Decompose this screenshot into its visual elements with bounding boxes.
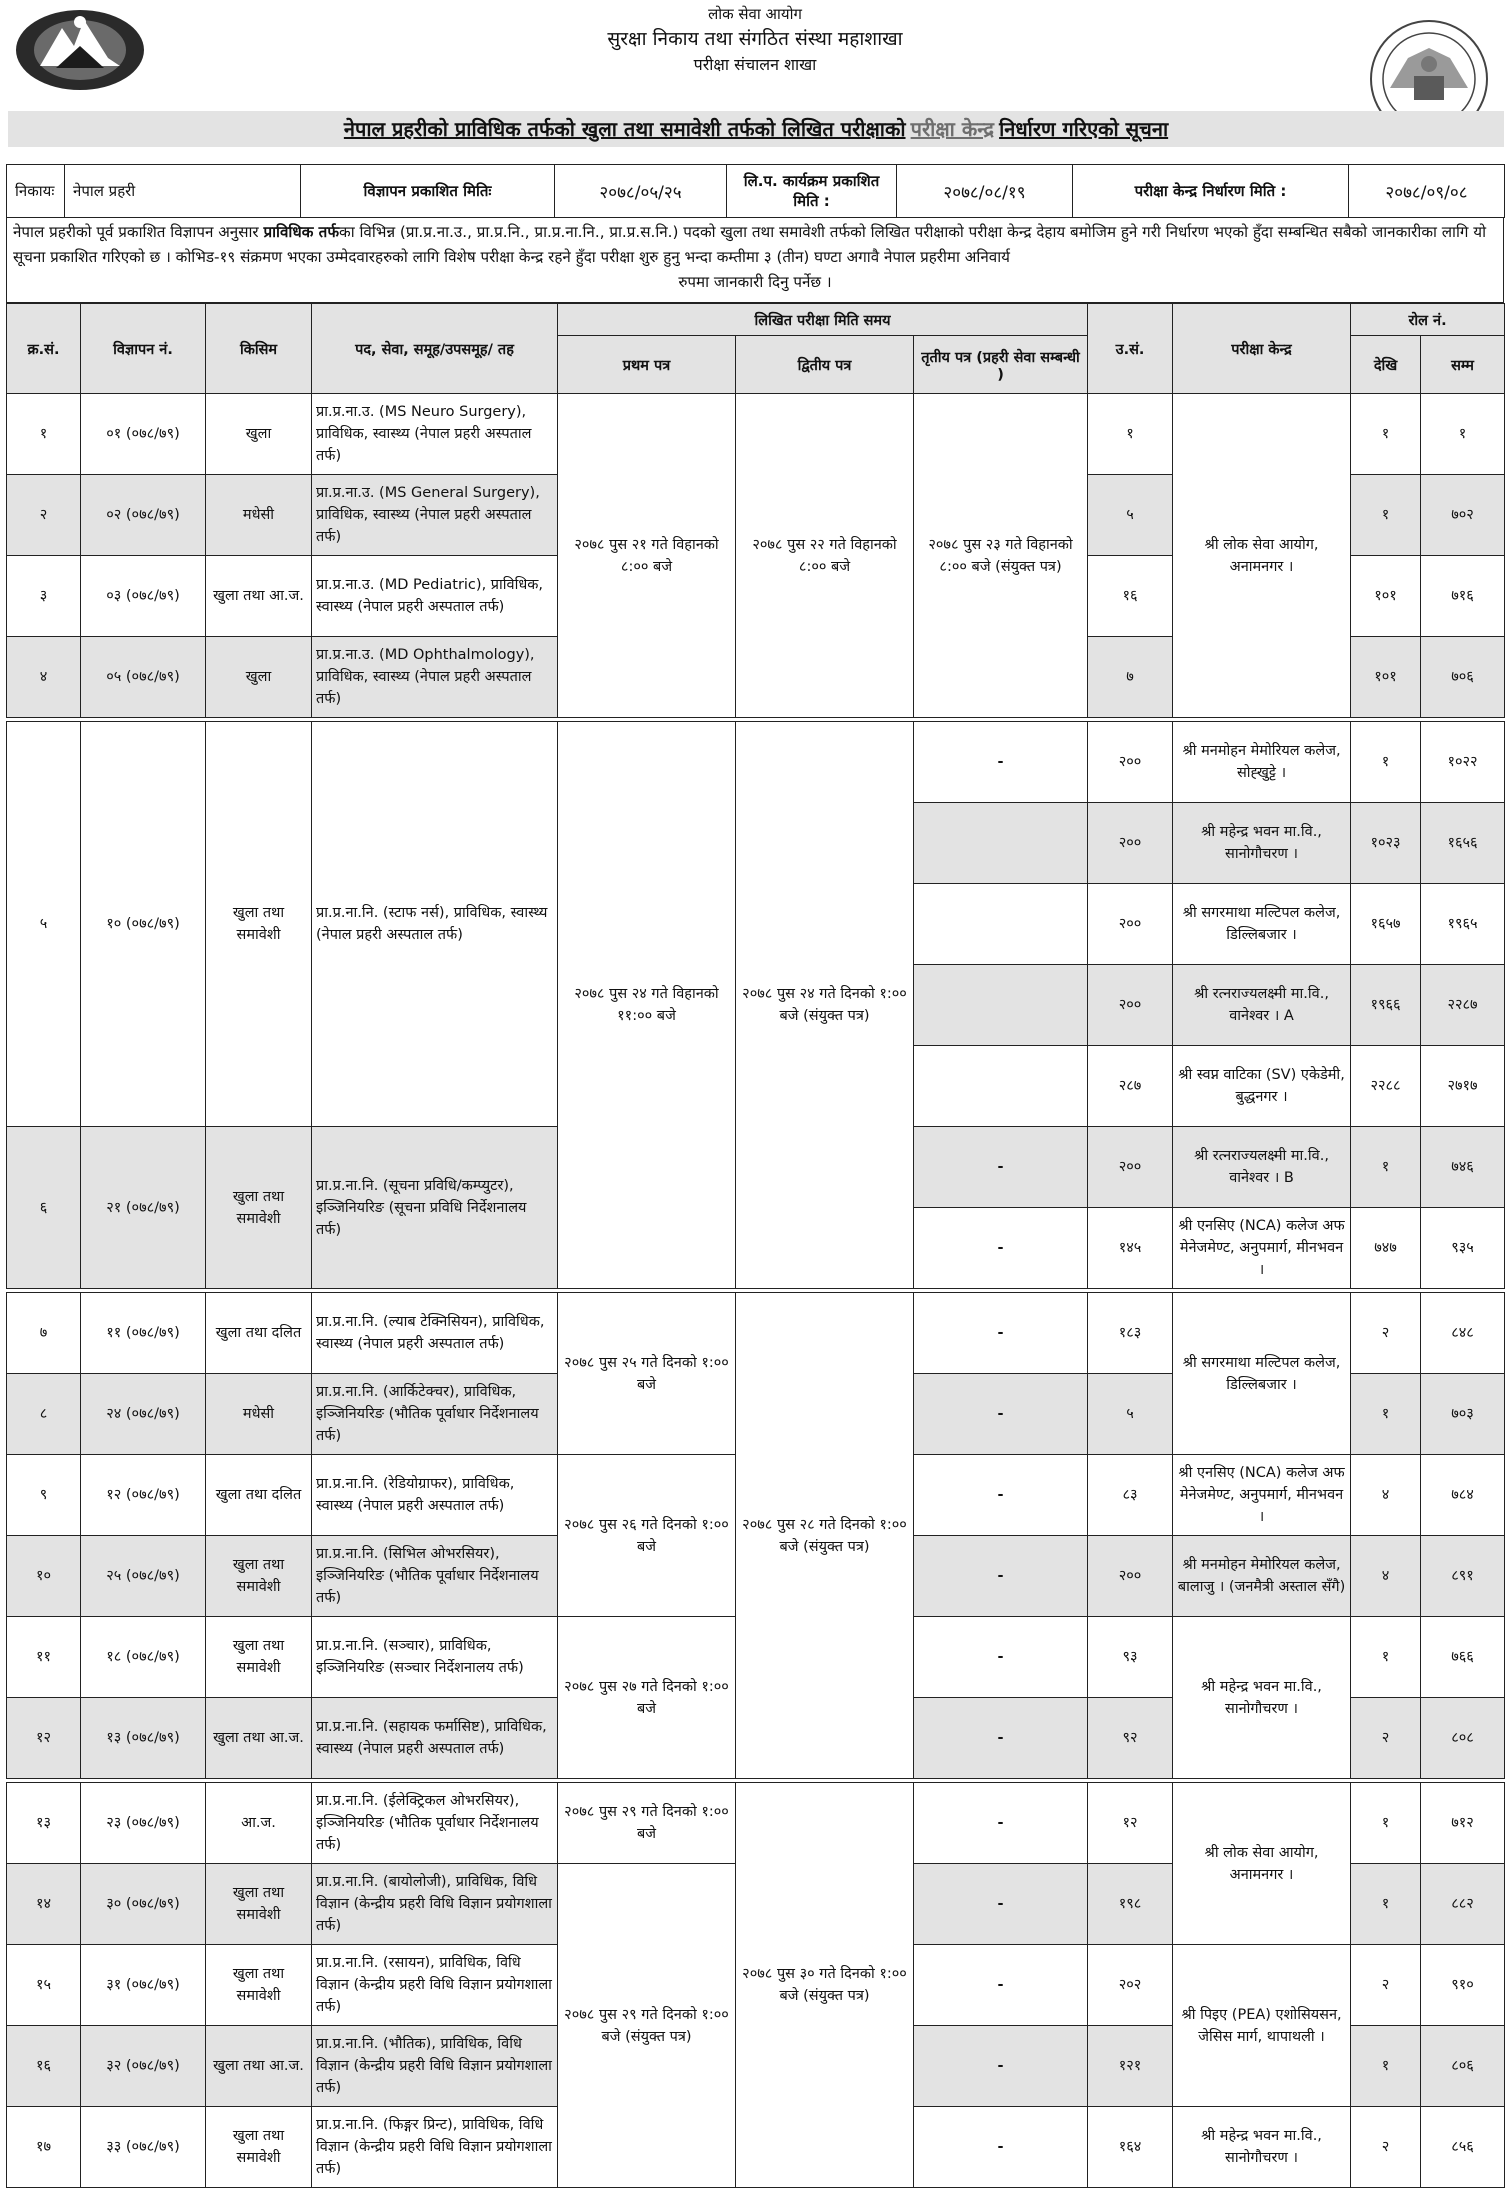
cell-type: खुला तथा समावेशी: [206, 1945, 312, 2026]
cell-paper-3: -: [914, 1374, 1088, 1455]
cell-sn: १४: [7, 1864, 81, 1945]
cell-count: ९२: [1088, 1698, 1173, 1779]
cell-type: खुला तथा समावेशी: [206, 1617, 312, 1698]
cell-adno: ०१ (०७८/७९): [81, 394, 206, 475]
cell-sn: १६: [7, 2026, 81, 2107]
cell-paper-1: २०७८ पुस २५ गते दिनको १:०० बजे: [558, 1293, 736, 1455]
cell-roll-to: १०२२: [1421, 722, 1505, 803]
cell-sn: ३: [7, 556, 81, 637]
cell-sn: २: [7, 475, 81, 556]
cell-roll-to: १९६५: [1421, 884, 1505, 965]
cell-paper-3: -: [914, 1617, 1088, 1698]
cell-type: मधेसी: [206, 1374, 312, 1455]
col-header-count: उ.सं.: [1088, 304, 1173, 394]
cell-roll-from: २: [1351, 1945, 1421, 2026]
cell-sn: ५: [7, 722, 81, 1127]
ad-date-label: विज्ञापन प्रकाशित मितिः: [301, 165, 555, 218]
cell-count: ९३: [1088, 1617, 1173, 1698]
cell-count: १९८: [1088, 1864, 1173, 1945]
cell-roll-from: १: [1351, 1783, 1421, 1864]
cell-paper-3: -: [914, 2107, 1088, 2188]
cell-type: खुला तथा आ.ज.: [206, 1698, 312, 1779]
cell-sn: ७: [7, 1293, 81, 1374]
cell-count: १६४: [1088, 2107, 1173, 2188]
cell-type: खुला तथा समावेशी: [206, 2107, 312, 2188]
cell-paper-3: [914, 803, 1088, 884]
cell-paper-2: २०७८ पुस २२ गते विहानको ८:०० बजे: [736, 394, 914, 718]
table-row: [7, 394, 1505, 475]
table-row: [7, 722, 1505, 803]
header-line-2: सुरक्षा निकाय तथा संगठित संस्था महाशाखा: [607, 28, 903, 50]
cell-roll-to: ९३५: [1421, 1208, 1505, 1289]
cell-paper-1: २०७८ पुस २७ गते दिनको १:०० बजे: [558, 1617, 736, 1779]
header-line-3: परीक्षा संचालन शाखा: [693, 55, 817, 74]
cell-type: खुला तथा समावेशी: [206, 1864, 312, 1945]
cell-roll-from: १: [1351, 722, 1421, 803]
cell-paper-3: -: [914, 722, 1088, 803]
cell-roll-from: १०१: [1351, 556, 1421, 637]
cell-paper-3: -: [914, 2026, 1088, 2107]
table-row: [7, 1293, 1505, 1374]
title-part-2: निर्धारण गरिएको सूचना: [999, 117, 1169, 141]
intro-part-3: रुपमा जानकारी दिनु पर्नेछ ।: [678, 273, 832, 291]
cell-count: १: [1088, 394, 1173, 475]
cell-post: प्रा.प्र.ना.नि. (रेडियोग्राफर), प्राविधिक, स्वास्थ्य (नेपाल प्रहरी अस्पताल तर्फ): [312, 1455, 558, 1536]
cell-sn: १: [7, 394, 81, 475]
cell-center: श्री महेन्द्र भवन मा.वि., सानोगौचरण ।: [1173, 1617, 1351, 1779]
cell-paper-2: २०७८ पुस २८ गते दिनको १:०० बजे (संयुक्त पत्र): [736, 1293, 914, 1779]
cell-center: श्री मनमोहन मेमोरियल कलेज, बालाजु । (जनमैत्री अस्ताल सँगै): [1173, 1536, 1351, 1617]
cell-adno: १८ (०७८/७९): [81, 1617, 206, 1698]
schedule-date-value: २०७८/०८/१९: [897, 165, 1073, 218]
cell-sn: ४: [7, 637, 81, 718]
cell-post: प्रा.प्र.ना.नि. (स्टाफ नर्स), प्राविधिक, स्वास्थ्य (नेपाल प्रहरी अस्पताल तर्फ): [312, 722, 558, 1127]
col-header-type: किसिम: [206, 304, 312, 394]
cell-paper-3: -: [914, 1536, 1088, 1617]
agency-label: निकायः: [7, 165, 65, 218]
cell-count: २००: [1088, 884, 1173, 965]
cell-roll-from: ४: [1351, 1455, 1421, 1536]
cell-post: प्रा.प्र.ना.नि. (ल्याब टेक्निसियन), प्राविधिक, स्वास्थ्य (नेपाल प्रहरी अस्पताल तर्फ): [312, 1293, 558, 1374]
meta-table: [6, 164, 1505, 218]
cell-roll-to: ७०२: [1421, 475, 1505, 556]
cell-roll-from: १६५७: [1351, 884, 1421, 965]
cell-type: खुला: [206, 637, 312, 718]
cell-paper-2: २०७८ पुस २४ गते दिनको १:०० बजे (संयुक्त पत्र): [736, 722, 914, 1289]
cell-roll-to: १: [1421, 394, 1505, 475]
cell-paper-1: २०७८ पुस २९ गते दिनको १:०० बजे: [558, 1783, 736, 1864]
header-line-1: लोक सेवा आयोग: [708, 5, 802, 23]
cell-paper-3: -: [914, 1945, 1088, 2026]
cell-paper-1: २०७८ पुस २४ गते विहानको ११:०० बजे: [558, 722, 736, 1289]
cell-roll-from: ४: [1351, 1536, 1421, 1617]
center-date-label: परीक्षा केन्द्र निर्धारण मिति :: [1073, 165, 1349, 218]
cell-count: ७: [1088, 637, 1173, 718]
title-highlight: परीक्षा केन्द्र: [910, 117, 994, 141]
cell-roll-to: ९१०: [1421, 1945, 1505, 2026]
cell-roll-from: २: [1351, 2107, 1421, 2188]
cell-post: प्रा.प्र.ना.नि. (सूचना प्रविधि/कम्प्युटर), इञ्जिनियरिङ (सूचना प्रविधि निर्देशनालय तर्फ): [312, 1127, 558, 1289]
col-header-paper-2: द्वितीय पत्र: [736, 336, 914, 394]
cell-post: प्रा.प्र.ना.नि. (सहायक फर्मासिष्ट), प्राविधिक, स्वास्थ्य (नेपाल प्रहरी अस्पताल तर्फ): [312, 1698, 558, 1779]
cell-type: खुला तथा समावेशी: [206, 722, 312, 1127]
cell-paper-3: -: [914, 1455, 1088, 1536]
cell-roll-to: ८४८: [1421, 1293, 1505, 1374]
cell-post: प्रा.प्र.ना.उ. (MD Ophthalmology), प्राविधिक, स्वास्थ्य (नेपाल प्रहरी अस्पताल तर्फ): [312, 637, 558, 718]
table-row: [7, 1783, 1505, 1864]
cell-roll-from: १: [1351, 1617, 1421, 1698]
cell-roll-to: ८८२: [1421, 1864, 1505, 1945]
cell-roll-to: ८०८: [1421, 1698, 1505, 1779]
cell-paper-1: २०७८ पुस २९ गते दिनको १:०० बजे (संयुक्त पत्र): [558, 1864, 736, 2188]
cell-adno: ०३ (०७८/७९): [81, 556, 206, 637]
cell-type: खुला तथा दलित: [206, 1455, 312, 1536]
cell-sn: ६: [7, 1127, 81, 1289]
cell-sn: १७: [7, 2107, 81, 2188]
cell-adno: १० (०७८/७९): [81, 722, 206, 1127]
cell-roll-to: ७०६: [1421, 637, 1505, 718]
cell-paper-1: २०७८ पुस २६ गते दिनको १:०० बजे: [558, 1455, 736, 1617]
cell-post: प्रा.प्र.ना.नि. (फिङ्गर प्रिन्ट), प्राविधिक, विधि विज्ञान (केन्द्रीय प्रहरी विधि विज्ञान प्रयोगशाला तर्फ): [312, 2107, 558, 2188]
cell-type: खुला तथा दलित: [206, 1293, 312, 1374]
cell-count: २०२: [1088, 1945, 1173, 2026]
cell-paper-1: २०७८ पुस २१ गते विहानको ८:०० बजे: [558, 394, 736, 718]
cell-center: श्री सगरमाथा मल्टिपल कलेज, डिल्लिबजार ।: [1173, 1293, 1351, 1455]
cell-center: श्री स्वप्न वाटिका (SV) एकेडेमी, बुद्धनगर ।: [1173, 1046, 1351, 1127]
cell-roll-from: १: [1351, 1127, 1421, 1208]
cell-center: श्री महेन्द्र भवन मा.वि., सानोगौचरण ।: [1173, 803, 1351, 884]
cell-roll-to: २२८७: [1421, 965, 1505, 1046]
cell-roll-from: १: [1351, 2026, 1421, 2107]
col-header-roll-to: सम्म: [1421, 336, 1505, 394]
cell-post: प्रा.प्र.ना.नि. (बायोलोजी), प्राविधिक, विधि विज्ञान (केन्द्रीय प्रहरी विधि विज्ञान प्रयोगशाला तर्फ): [312, 1864, 558, 1945]
title-part-1: नेपाल प्रहरीको प्राविधिक तर्फको खुला तथा समावेशी तर्फको लिखित परीक्षाको: [343, 117, 906, 141]
center-date-value: २०७८/०९/०८: [1349, 165, 1505, 218]
col-header-post: पद, सेवा, समूह/उपसमूह/ तह: [312, 304, 558, 394]
cell-paper-3: -: [914, 1293, 1088, 1374]
col-header-roll: रोल नं.: [1351, 304, 1505, 336]
cell-post: प्रा.प्र.ना.नि. (आर्किटेक्चर), प्राविधिक, इञ्जिनियरिङ (भौतिक पूर्वाधार निर्देशनालय तर्फ): [312, 1374, 558, 1455]
cell-roll-from: ७४७: [1351, 1208, 1421, 1289]
col-header-sn: क्र.सं.: [7, 304, 81, 394]
cell-sn: १३: [7, 1783, 81, 1864]
cell-roll-to: ८५६: [1421, 2107, 1505, 2188]
cell-adno: २१ (०७८/७९): [81, 1127, 206, 1289]
cell-adno: ०५ (०७८/७९): [81, 637, 206, 718]
cell-center: श्री पिइए (PEA) एशोसियसन, जेसिस मार्ग, थापाथली ।: [1173, 1945, 1351, 2107]
cell-type: आ.ज.: [206, 1783, 312, 1864]
cell-roll-to: १६५६: [1421, 803, 1505, 884]
cell-count: १६: [1088, 556, 1173, 637]
cell-post: प्रा.प्र.ना.उ. (MS Neuro Surgery), प्राविधिक, स्वास्थ्य (नेपाल प्रहरी अस्पताल तर्फ): [312, 394, 558, 475]
cell-center: श्री लोक सेवा आयोग, अनामनगर ।: [1173, 394, 1351, 718]
cell-center: श्री एनसिए (NCA) कलेज अफ मेनेजमेण्ट, अनुपमार्ग, मीनभवन ।: [1173, 1208, 1351, 1289]
cell-roll-from: १: [1351, 475, 1421, 556]
notice-title: [8, 111, 1504, 147]
cell-paper-3: [914, 884, 1088, 965]
agency-value: नेपाल प्रहरी: [65, 165, 301, 218]
cell-roll-from: २: [1351, 1293, 1421, 1374]
exam-center-table: [6, 303, 1505, 2188]
document-header: [0, 0, 1510, 110]
cell-adno: ३१ (०७८/७९): [81, 1945, 206, 2026]
ad-date-value: २०७८/०५/२५: [555, 165, 727, 218]
cell-paper-3: -: [914, 1127, 1088, 1208]
cell-sn: १०: [7, 1536, 81, 1617]
intro-part-2: का विभिन्न (प्रा.प्र.ना.उ., प्रा.प्र.नि., प्रा.प्र.ना.नि., प्रा.प्र.स.नि.) पदको खुला तथा समावेशी तर्फको लिखित परीक्षाको परीक्षा केन्द्र देहाय बमोजिम हुने गरी निर्धारण भएको हुँदा सम्बन्धित सबैको जानकारीका लागि यो सूचना प्रकाशित गरिएको छ । कोभिड-१९ संक्रमण भएका उम्मेदवारहरुको लागि विशेष परीक्षा केन्द्र रहने हुँदा परीक्षा शुरु हुनु भन्दा कम्तीमा ३ (तीन) घण्टा अगावै नेपाल प्रहरीमा अनिवार्य: [13, 223, 1487, 266]
cell-sn: ११: [7, 1617, 81, 1698]
cell-roll-to: ७८४: [1421, 1455, 1505, 1536]
cell-count: २००: [1088, 1536, 1173, 1617]
cell-adno: ३३ (०७८/७९): [81, 2107, 206, 2188]
cell-center: श्री मनमोहन मेमोरियल कलेज, सोह्खुट्टे ।: [1173, 722, 1351, 803]
cell-roll-to: ७६६: [1421, 1617, 1505, 1698]
cell-adno: २४ (०७८/७९): [81, 1374, 206, 1455]
cell-roll-from: १: [1351, 1374, 1421, 1455]
cell-center: श्री रत्नराज्यलक्ष्मी मा.वि., वानेश्वर । A: [1173, 965, 1351, 1046]
cell-paper-3: -: [914, 1864, 1088, 1945]
cell-post: प्रा.प्र.ना.नि. (सिभिल ओभरसियर), इञ्जिनियरिङ (भौतिक पूर्वाधार निर्देशनालय तर्फ): [312, 1536, 558, 1617]
col-header-paper-3: तृतीय पत्र (प्रहरी सेवा सम्बन्धी ): [914, 336, 1088, 394]
cell-center: श्री रत्नराज्यलक्ष्मी मा.वि., वानेश्वर । B: [1173, 1127, 1351, 1208]
cell-post: प्रा.प्र.ना.उ. (MD Pediatric), प्राविधिक, स्वास्थ्य (नेपाल प्रहरी अस्पताल तर्फ): [312, 556, 558, 637]
cell-roll-to: ७१२: [1421, 1783, 1505, 1864]
cell-count: १४५: [1088, 1208, 1173, 1289]
cell-count: ५: [1088, 1374, 1173, 1455]
col-header-schedule: लिखित परीक्षा मिति समय: [558, 304, 1088, 336]
cell-count: २८७: [1088, 1046, 1173, 1127]
cell-count: २००: [1088, 803, 1173, 884]
cell-sn: १२: [7, 1698, 81, 1779]
notice-intro: [6, 217, 1504, 303]
cell-roll-to: २७१७: [1421, 1046, 1505, 1127]
cell-roll-from: १०२३: [1351, 803, 1421, 884]
intro-part-1: नेपाल प्रहरीको पूर्व प्रकाशित विज्ञापन अनुसार: [13, 223, 264, 241]
cell-type: खुला: [206, 394, 312, 475]
cell-post: प्रा.प्र.ना.उ. (MS General Surgery), प्राविधिक, स्वास्थ्य (नेपाल प्रहरी अस्पताल तर्फ): [312, 475, 558, 556]
cell-post: प्रा.प्र.ना.नि. (ईलेक्ट्रिकल ओभरसियर), इञ्जिनियरिङ (भौतिक पूर्वाधार निर्देशनालय तर्फ): [312, 1783, 558, 1864]
cell-roll-from: १०१: [1351, 637, 1421, 718]
cell-adno: १३ (०७८/७९): [81, 1698, 206, 1779]
schedule-date-label: लि.प. कार्यक्रम प्रकाशित मिति :: [727, 165, 897, 218]
cell-count: १२१: [1088, 2026, 1173, 2107]
cell-adno: ११ (०७८/७९): [81, 1293, 206, 1374]
cell-count: १२: [1088, 1783, 1173, 1864]
cell-paper-3: -: [914, 1698, 1088, 1779]
cell-count: २००: [1088, 965, 1173, 1046]
cell-post: प्रा.प्र.ना.नि. (सञ्चार), प्राविधिक, इञ्जिनियरिङ (सञ्चार निर्देशनालय तर्फ): [312, 1617, 558, 1698]
cell-roll-to: ८०६: [1421, 2026, 1505, 2107]
cell-count: १८३: [1088, 1293, 1173, 1374]
cell-count: ५: [1088, 475, 1173, 556]
cell-roll-from: २२८८: [1351, 1046, 1421, 1127]
cell-paper-3: -: [914, 1783, 1088, 1864]
cell-post: प्रा.प्र.ना.नि. (रसायन), प्राविधिक, विधि विज्ञान (केन्द्रीय प्रहरी विधि विज्ञान प्रयोगशाला तर्फ): [312, 1945, 558, 2026]
cell-adno: २५ (०७८/७९): [81, 1536, 206, 1617]
col-header-paper-1: प्रथम पत्र: [558, 336, 736, 394]
cell-type: खुला तथा समावेशी: [206, 1536, 312, 1617]
cell-adno: ०२ (०७८/७९): [81, 475, 206, 556]
cell-adno: ३० (०७८/७९): [81, 1864, 206, 1945]
cell-adno: १२ (०७८/७९): [81, 1455, 206, 1536]
cell-roll-to: ७१६: [1421, 556, 1505, 637]
cell-paper-2: २०७८ पुस ३० गते दिनको १:०० बजे (संयुक्त पत्र): [736, 1783, 914, 2188]
cell-roll-to: ७०३: [1421, 1374, 1505, 1455]
col-header-adno: विज्ञापन नं.: [81, 304, 206, 394]
cell-roll-from: २: [1351, 1698, 1421, 1779]
cell-paper-3: २०७८ पुस २३ गते विहानको ८:०० बजे (संयुक्त पत्र): [914, 394, 1088, 718]
intro-bold: प्राविधिक तर्फ: [263, 223, 340, 241]
cell-type: खुला तथा आ.ज.: [206, 2026, 312, 2107]
cell-center: श्री सगरमाथा मल्टिपल कलेज, डिल्लिबजार ।: [1173, 884, 1351, 965]
cell-roll-from: १: [1351, 1864, 1421, 1945]
cell-center: श्री एनसिए (NCA) कलेज अफ मेनेजमेण्ट, अनुपमार्ग, मीनभवन ।: [1173, 1455, 1351, 1536]
cell-roll-from: १९६६: [1351, 965, 1421, 1046]
cell-roll-from: १: [1351, 394, 1421, 475]
cell-paper-3: [914, 1046, 1088, 1127]
col-header-center: परीक्षा केन्द्र: [1173, 304, 1351, 394]
cell-count: ८३: [1088, 1455, 1173, 1536]
cell-sn: ८: [7, 1374, 81, 1455]
cell-roll-to: ८९१: [1421, 1536, 1505, 1617]
cell-paper-3: [914, 965, 1088, 1046]
cell-count: २००: [1088, 722, 1173, 803]
cell-adno: ३२ (०७८/७९): [81, 2026, 206, 2107]
cell-adno: २३ (०७८/७९): [81, 1783, 206, 1864]
cell-post: प्रा.प्र.ना.नि. (भौतिक), प्राविधिक, विधि विज्ञान (केन्द्रीय प्रहरी विधि विज्ञान प्रयोगशाला तर्फ): [312, 2026, 558, 2107]
cell-paper-3: -: [914, 1208, 1088, 1289]
cell-type: खुला तथा समावेशी: [206, 1127, 312, 1289]
cell-sn: १५: [7, 1945, 81, 2026]
cell-type: खुला तथा आ.ज.: [206, 556, 312, 637]
cell-sn: ९: [7, 1455, 81, 1536]
cell-count: २००: [1088, 1127, 1173, 1208]
cell-center: श्री महेन्द्र भवन मा.वि., सानोगौचरण ।: [1173, 2107, 1351, 2188]
cell-center: श्री लोक सेवा आयोग, अनामनगर ।: [1173, 1783, 1351, 1945]
col-header-roll-from: देखि: [1351, 336, 1421, 394]
cell-roll-to: ७४६: [1421, 1127, 1505, 1208]
cell-type: मधेसी: [206, 475, 312, 556]
